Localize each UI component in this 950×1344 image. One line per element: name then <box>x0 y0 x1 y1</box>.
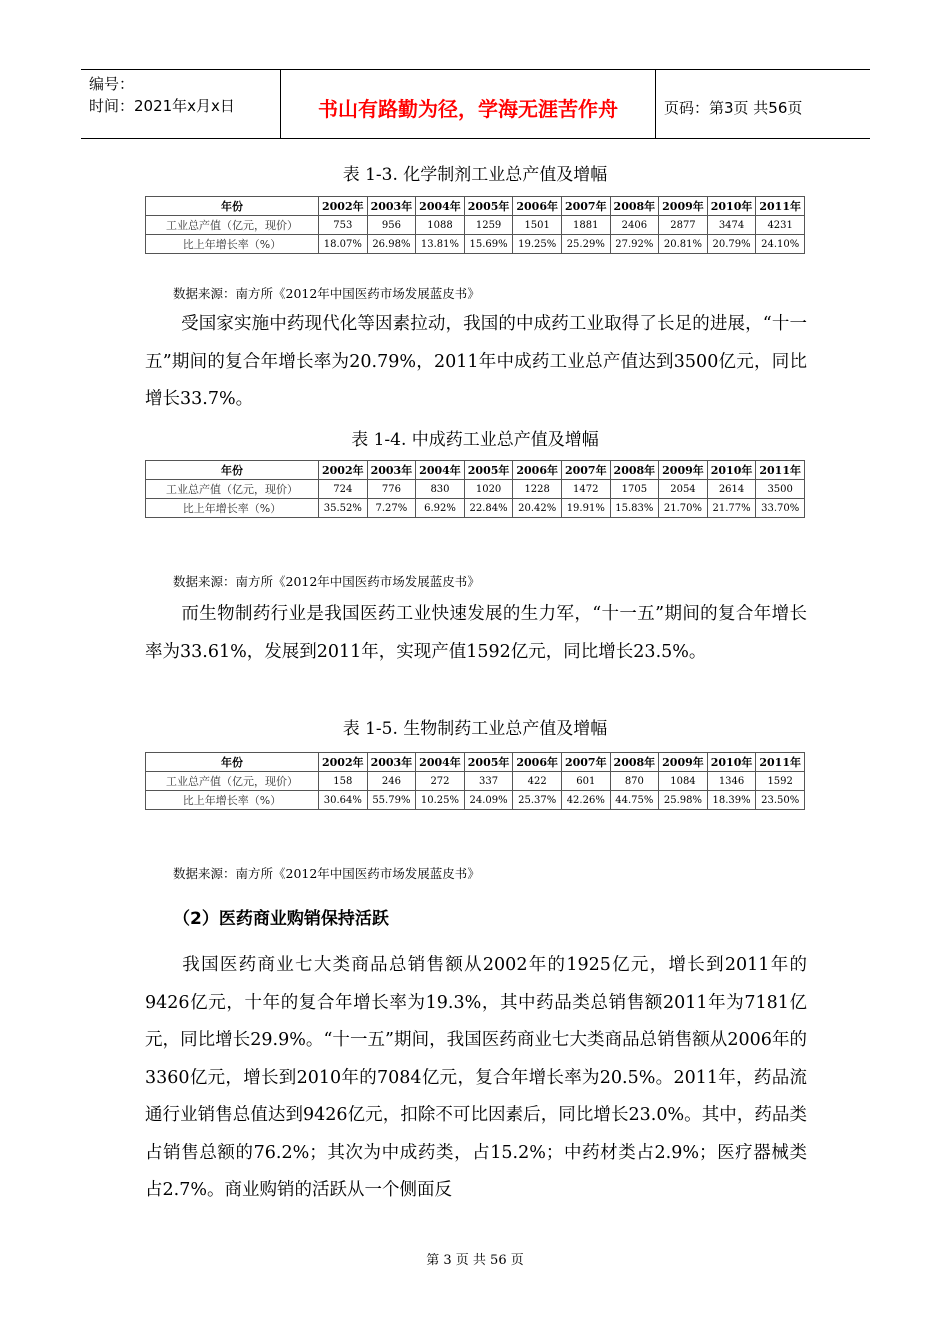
body-paragraph: 而生物制药行业是我国医药工业快速发展的生力军，“十一五”期间的复合年增长率为33.61%，发展到2011年，实现产值1592亿元，同比增长23.5%。 <box>145 604 807 662</box>
year-cell: 2007年 <box>561 197 610 216</box>
table-row-output <box>146 480 805 499</box>
output-cell: 2877 <box>659 216 708 235</box>
year-cell: 2004年 <box>416 197 465 216</box>
data-table <box>145 196 805 254</box>
output-cell: 272 <box>416 772 465 791</box>
year-cell: 2006年 <box>513 461 562 480</box>
year-cell: 2009年 <box>659 753 708 772</box>
output-cell: 776 <box>367 480 416 499</box>
data-table <box>145 752 805 810</box>
year-cell: 2003年 <box>367 461 416 480</box>
growth-cell: 27.92% <box>610 235 659 254</box>
source-note: 数据来源：南方所《2012年中国医药市场发展蓝皮书》 <box>173 286 480 301</box>
year-cell: 2010年 <box>707 461 756 480</box>
year-cell: 2002年 <box>319 753 368 772</box>
output-cell: 422 <box>513 772 562 791</box>
row-label: 年份 <box>146 461 319 480</box>
source-note: 数据来源：南方所《2012年中国医药市场发展蓝皮书》 <box>173 866 480 881</box>
growth-cell: 13.81% <box>416 235 465 254</box>
growth-cell: 26.98% <box>367 235 416 254</box>
page-footer: 第 3 页 共 56 页 <box>426 1253 524 1268</box>
year-cell: 2005年 <box>464 197 513 216</box>
table-row-growth <box>146 235 805 254</box>
table-row-output <box>146 216 805 235</box>
year-cell: 2009年 <box>659 461 708 480</box>
growth-cell: 7.27% <box>367 499 416 518</box>
output-cell: 724 <box>319 480 368 499</box>
growth-cell: 23.50% <box>756 791 805 810</box>
header-meta <box>81 70 281 138</box>
output-cell: 3500 <box>756 480 805 499</box>
output-cell: 1592 <box>756 772 805 791</box>
page-header <box>81 69 870 139</box>
growth-cell: 18.07% <box>319 235 368 254</box>
growth-cell: 25.29% <box>561 235 610 254</box>
growth-cell: 6.92% <box>416 499 465 518</box>
header-page-info: 页码：第3页 共56页 <box>664 98 803 117</box>
output-cell: 2614 <box>707 480 756 499</box>
growth-cell: 44.75% <box>610 791 659 810</box>
output-cell: 3474 <box>707 216 756 235</box>
year-cell: 2002年 <box>319 197 368 216</box>
table-header-row <box>146 753 805 772</box>
growth-cell: 19.91% <box>561 499 610 518</box>
table-header-row <box>146 197 805 216</box>
table-caption: 表 1-4. 中成药工业总产值及增幅 <box>351 430 599 450</box>
row-label: 比上年增长率（%） <box>146 499 319 518</box>
growth-cell: 20.81% <box>659 235 708 254</box>
output-cell: 1501 <box>513 216 562 235</box>
growth-cell: 19.25% <box>513 235 562 254</box>
year-cell: 2005年 <box>464 461 513 480</box>
output-cell: 1228 <box>513 480 562 499</box>
table-header-row <box>146 461 805 480</box>
year-cell: 2003年 <box>367 753 416 772</box>
output-cell: 246 <box>367 772 416 791</box>
table-row-growth <box>146 791 805 810</box>
year-cell: 2004年 <box>416 753 465 772</box>
output-cell: 337 <box>464 772 513 791</box>
header-time: 时间：2021年x月x日 <box>89 97 235 115</box>
table-caption: 表 1-3. 化学制剂工业总产值及增幅 <box>342 165 608 185</box>
year-cell: 2006年 <box>513 197 562 216</box>
output-cell: 1472 <box>561 480 610 499</box>
growth-cell: 24.09% <box>464 791 513 810</box>
year-cell: 2006年 <box>513 753 562 772</box>
growth-cell: 15.69% <box>464 235 513 254</box>
table-row-growth <box>146 499 805 518</box>
growth-cell: 33.70% <box>756 499 805 518</box>
header-number: 编号： <box>89 75 135 93</box>
row-label: 比上年增长率（%） <box>146 791 319 810</box>
body-paragraph: 我国医药商业七大类商品总销售额从2002年的1925亿元，增长到2011年的9426亿元，十年的复合年增长率为19.3%，其中药品类总销售额2011年为7181亿元，同比增长29.9%。“十一五”期间，我国医药商业七大类商品总销售额从2006年的3360亿元，增长到2010年的7084亿元，复合年增长率为20.5%。2011年，药品流通行业销售总值达到9426亿元，扣除不可比因素后，同比增长23.0%。其中，药品类占销售总额的76.2%；其次为中成药类，占15.2%；中药材类占2.9%；医疗器械类占2.7%。商业购销的活跃从一个侧面反 <box>145 955 807 1200</box>
growth-cell: 15.83% <box>610 499 659 518</box>
header-motto: 书山有路勤为径，学海无涯苦作舟 <box>281 70 656 138</box>
output-cell: 158 <box>319 772 368 791</box>
table-caption: 表 1-5. 生物制药工业总产值及增幅 <box>342 719 608 739</box>
output-cell: 830 <box>416 480 465 499</box>
growth-cell: 18.39% <box>707 791 756 810</box>
year-cell: 2008年 <box>610 461 659 480</box>
output-cell: 1259 <box>464 216 513 235</box>
output-cell: 1084 <box>659 772 708 791</box>
output-cell: 1020 <box>464 480 513 499</box>
growth-cell: 22.84% <box>464 499 513 518</box>
output-cell: 870 <box>610 772 659 791</box>
year-cell: 2003年 <box>367 197 416 216</box>
growth-cell: 10.25% <box>416 791 465 810</box>
growth-cell: 20.42% <box>513 499 562 518</box>
growth-cell: 20.79% <box>707 235 756 254</box>
output-cell: 753 <box>319 216 368 235</box>
output-cell: 1881 <box>561 216 610 235</box>
data-table <box>145 460 805 518</box>
output-cell: 2054 <box>659 480 708 499</box>
growth-cell: 35.52% <box>319 499 368 518</box>
year-cell: 2005年 <box>464 753 513 772</box>
year-cell: 2009年 <box>659 197 708 216</box>
year-cell: 2007年 <box>561 461 610 480</box>
output-cell: 2406 <box>610 216 659 235</box>
output-cell: 1346 <box>707 772 756 791</box>
row-label: 工业总产值（亿元，现价） <box>146 772 319 791</box>
year-cell: 2008年 <box>610 197 659 216</box>
growth-cell: 55.79% <box>367 791 416 810</box>
year-cell: 2010年 <box>707 197 756 216</box>
growth-cell: 25.37% <box>513 791 562 810</box>
growth-cell: 21.77% <box>707 499 756 518</box>
year-cell: 2002年 <box>319 461 368 480</box>
year-cell: 2004年 <box>416 461 465 480</box>
growth-cell: 24.10% <box>756 235 805 254</box>
row-label: 年份 <box>146 753 319 772</box>
year-cell: 2007年 <box>561 753 610 772</box>
row-label: 工业总产值（亿元，现价） <box>146 480 319 499</box>
output-cell: 956 <box>367 216 416 235</box>
year-cell: 2010年 <box>707 753 756 772</box>
section-subheading: （2）医药商业购销保持活跃 <box>173 909 389 929</box>
table-row-output <box>146 772 805 791</box>
row-label: 工业总产值（亿元，现价） <box>146 216 319 235</box>
output-cell: 1705 <box>610 480 659 499</box>
row-label: 年份 <box>146 197 319 216</box>
body-paragraph: 受国家实施中药现代化等因素拉动，我国的中成药工业取得了长足的进展，“十一五”期间的复合年增长率为20.79%，2011年中成药工业总产值达到3500亿元，同比增长33.7%。 <box>145 314 807 409</box>
growth-cell: 25.98% <box>659 791 708 810</box>
year-cell: 2011年 <box>756 753 805 772</box>
row-label: 比上年增长率（%） <box>146 235 319 254</box>
output-cell: 1088 <box>416 216 465 235</box>
year-cell: 2011年 <box>756 461 805 480</box>
growth-cell: 42.26% <box>561 791 610 810</box>
year-cell: 2011年 <box>756 197 805 216</box>
growth-cell: 30.64% <box>319 791 368 810</box>
growth-cell: 21.70% <box>659 499 708 518</box>
output-cell: 4231 <box>756 216 805 235</box>
output-cell: 601 <box>561 772 610 791</box>
source-note: 数据来源：南方所《2012年中国医药市场发展蓝皮书》 <box>173 574 480 589</box>
year-cell: 2008年 <box>610 753 659 772</box>
